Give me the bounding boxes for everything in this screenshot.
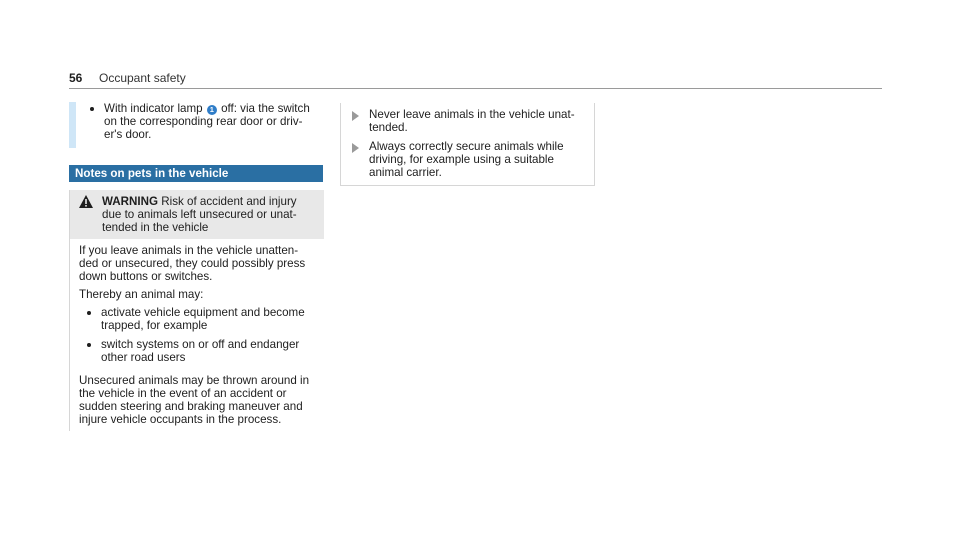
bullet-dot (90, 107, 94, 111)
body-text: Thereby an animal may: (79, 288, 204, 301)
instruction-text: driving, for example using a suitable (369, 153, 554, 166)
warning-text: due to animals left unsecured or unat- (102, 208, 297, 221)
bullet-text: switch systems on or off and endanger (101, 338, 300, 351)
arrow-right-icon (352, 143, 359, 153)
indicator-lamp-badge: 1 (207, 105, 217, 115)
bullet-text: activate vehicle equipment and become (101, 306, 305, 319)
body-text: sudden steering and braking maneuver and (79, 400, 303, 413)
bullet-dot (87, 311, 91, 315)
bullet-text: With indicator lamp (104, 102, 203, 115)
page-number: 56 (69, 71, 83, 85)
warning-box (69, 190, 324, 431)
instruction-text: animal carrier. (369, 166, 442, 179)
instruction-text: tended. (369, 121, 408, 134)
instruction-box (340, 103, 595, 186)
body-text: Unsecured animals may be thrown around in (79, 374, 310, 387)
warning-text: Risk of accident and injury (161, 195, 297, 208)
warning-label: WARNING (102, 195, 159, 208)
section-heading-bar (69, 165, 323, 182)
bullet-text: trapped, for example (101, 319, 208, 332)
body-text: ded or unsecured, they could possibly press (79, 257, 306, 270)
arrow-right-icon (352, 111, 359, 121)
instruction-text: Always correctly secure animals while (369, 140, 564, 153)
indicator-lamp-note (69, 102, 323, 148)
section-title: Notes on pets in the vehicle (75, 167, 229, 180)
bullet-dot (87, 343, 91, 347)
bullet-text: er's door. (104, 128, 152, 141)
body-text: If you leave animals in the vehicle unatten- (79, 244, 299, 257)
body-text: down buttons or switches. (79, 270, 213, 283)
bullet-text: other road users (101, 351, 186, 364)
accent-bar (69, 102, 76, 148)
bullet-text: on the corresponding rear door or driv- (104, 115, 303, 128)
instruction-text: Never leave animals in the vehicle unat- (369, 108, 575, 121)
warning-header (70, 190, 324, 239)
body-text: injure vehicle occupants in the process. (79, 413, 282, 426)
header-divider (69, 88, 882, 89)
chapter-title: Occupant safety (99, 71, 186, 85)
body-text: the vehicle in the event of an accident or (79, 387, 287, 400)
warning-text: tended in the vehicle (102, 221, 209, 234)
warning-triangle-icon (79, 195, 93, 208)
bullet-text: off: via the switch (221, 102, 310, 115)
